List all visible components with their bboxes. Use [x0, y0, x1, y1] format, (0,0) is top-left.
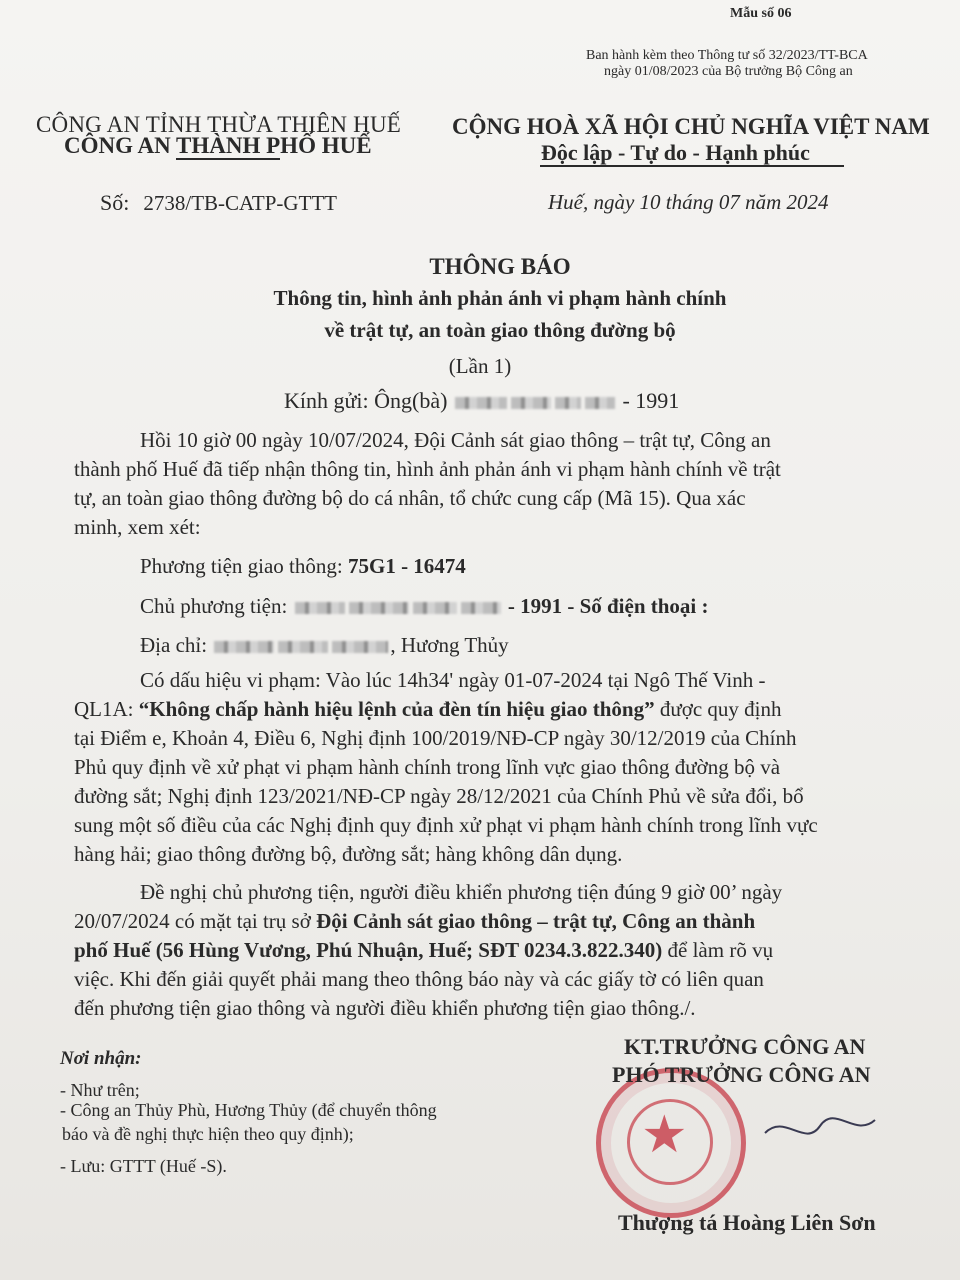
violation-line-6: sung một số điều của các Nghị định quy định xử phạt vi phạm hành chính trong lĩnh vực: [74, 813, 818, 837]
redacted-name: [455, 397, 507, 409]
doc-no-value: 2738/TB-CATP-GTTT: [143, 191, 338, 215]
recipients-title: Nơi nhận:: [60, 1048, 142, 1069]
para1-line-1: Hồi 10 giờ 00 ngày 10/07/2024, Đội Cảnh sát giao thông – trật tự, Công an: [140, 428, 771, 452]
recipient-item-2b: báo và đề nghị thực hiện theo quy định);: [62, 1124, 354, 1144]
owner-label: Chủ phương tiện:: [140, 594, 288, 618]
addressee-label: Kính gửi: Ông(bà): [284, 388, 448, 413]
owner-suffix: - 1991 - Số điện thoại :: [507, 594, 709, 618]
recipient-item-1: - Như trên;: [60, 1080, 140, 1100]
para1-line-2: thành phố Huế đã tiếp nhận thông tin, hình ảnh phản ánh vi phạm hành chính về trật: [74, 457, 781, 481]
redacted-owner: [461, 602, 501, 614]
official-stamp: [596, 1068, 746, 1218]
request-line-2: [74, 909, 755, 934]
violation-line-5: đường sắt; Nghị định 123/2021/NĐ-CP ngày 28/12/2021 của Chính Phủ về sửa đổi, bổ: [74, 784, 804, 808]
para1-line-4: minh, xem xét:: [74, 515, 201, 539]
address-line: [140, 633, 509, 658]
star-icon: ★: [641, 1105, 688, 1165]
org-underline: [176, 158, 280, 160]
signer-title-2: PHÓ TRƯỞNG CÔNG AN: [612, 1062, 871, 1087]
address-label: Địa chỉ:: [140, 633, 208, 657]
form-note-line-2: ngày 01/08/2023 của Bộ trưởng Bộ Công an: [604, 64, 853, 79]
org-name: CÔNG AN THÀNH PHỐ HUẾ: [64, 133, 372, 158]
redacted-name: [511, 397, 551, 409]
redacted-name: [555, 397, 581, 409]
redacted-address: [332, 641, 388, 653]
vehicle-label: Phương tiện giao thông:: [140, 554, 343, 578]
redacted-address: [214, 641, 274, 653]
signer-title-1: KT.TRƯỞNG CÔNG AN: [624, 1034, 866, 1059]
violation-line-3: tại Điểm e, Khoản 4, Điều 6, Nghị định 100/2019/NĐ-CP ngày 30/12/2019 của Chính: [74, 726, 797, 750]
place-date: Huế, ngày 10 tháng 07 năm 2024: [548, 190, 829, 214]
para1-line-3: tự, an toàn giao thông đường bộ do cá nhân, tổ chức cung cấp (Mã 15). Qua xác: [74, 486, 746, 510]
request-line-5: đến phương tiện giao thông và người điều khiển phương tiện giao thông./.: [74, 996, 696, 1020]
violation-line-4: Phủ quy định về xử phạt vi phạm hành chính trong lĩnh vực giao thông đường bộ và: [74, 755, 781, 779]
request-address: phố Huế (56 Hùng Vương, Phú Nhuận, Huế; SĐT 0234.3.822.340): [74, 938, 663, 962]
addressee-suffix: - 1991: [622, 388, 680, 413]
violation-description: “Không chấp hành hiệu lệnh của đèn tín hiệu giao thông”: [138, 697, 655, 721]
address-suffix: , Hương Thủy: [390, 633, 509, 657]
signature-mark: [760, 1108, 880, 1148]
redacted-owner: [413, 602, 457, 614]
owner-line: [140, 594, 709, 619]
request-line-1: Đề nghị chủ phương tiện, người điều khiển phương tiện đúng 9 giờ 00’ ngày: [140, 880, 783, 904]
violation-location: QL1A:: [74, 697, 134, 721]
motto-underline: [540, 165, 844, 167]
redacted-owner: [349, 602, 409, 614]
request-line-4: việc. Khi đến giải quyết phải mang theo thông báo này và các giấy tờ có liên quan: [74, 967, 764, 991]
redacted-address: [278, 641, 328, 653]
vehicle-plate: 75G1 - 16474: [347, 554, 466, 578]
recipient-item-2a: - Công an Thủy Phù, Hương Thủy (để chuyển thông: [60, 1100, 437, 1120]
form-code: Mẫu số 06: [730, 6, 792, 21]
signer-name: Thượng tá Hoàng Liên Sơn: [618, 1210, 876, 1235]
violation-line-2: [74, 697, 781, 722]
request-date: 20/07/2024 có mặt tại trụ sở: [74, 909, 311, 933]
notice-subtitle-1: Thông tin, hình ảnh phản ánh vi phạm hành chính: [273, 286, 727, 310]
request-line-3-tail: để làm rõ vụ: [667, 938, 774, 962]
document-number: [100, 190, 337, 216]
notice-subtitle-2: về trật tự, an toàn giao thông đường bộ: [324, 318, 676, 342]
nation-title: CỘNG HOÀ XÃ HỘI CHỦ NGHĨA VIỆT NAM: [452, 114, 930, 139]
violation-line-1: Có dấu hiệu vi phạm: Vào lúc 14h34' ngày 01-07-2024 tại Ngô Thế Vinh -: [140, 668, 766, 692]
nation-motto: Độc lập - Tự do - Hạnh phúc: [541, 140, 810, 165]
request-line-3: [74, 938, 773, 963]
notice-title: THÔNG BÁO: [429, 254, 571, 279]
redacted-owner: [295, 602, 345, 614]
notice-times: (Lần 1): [448, 354, 512, 378]
request-office: Đội Cảnh sát giao thông – trật tự, Công an thành: [316, 909, 756, 933]
form-note-line-1: Ban hành kèm theo Thông tư số 32/2023/TT-BCA: [586, 48, 868, 63]
redacted-name: [585, 397, 615, 409]
doc-no-label: Số:: [100, 190, 130, 215]
addressee: [284, 388, 679, 414]
vehicle-line: [140, 554, 466, 579]
violation-line-7: hàng hải; giao thông đường bộ, đường sắt; hàng không dân dụng.: [74, 842, 623, 866]
org-parent: CÔNG AN TỈNH THỪA THIÊN HUẾ: [36, 112, 402, 137]
recipient-item-3: - Lưu: GTTT (Huế -S).: [60, 1156, 227, 1176]
violation-line-2-tail: được quy định: [659, 697, 782, 721]
